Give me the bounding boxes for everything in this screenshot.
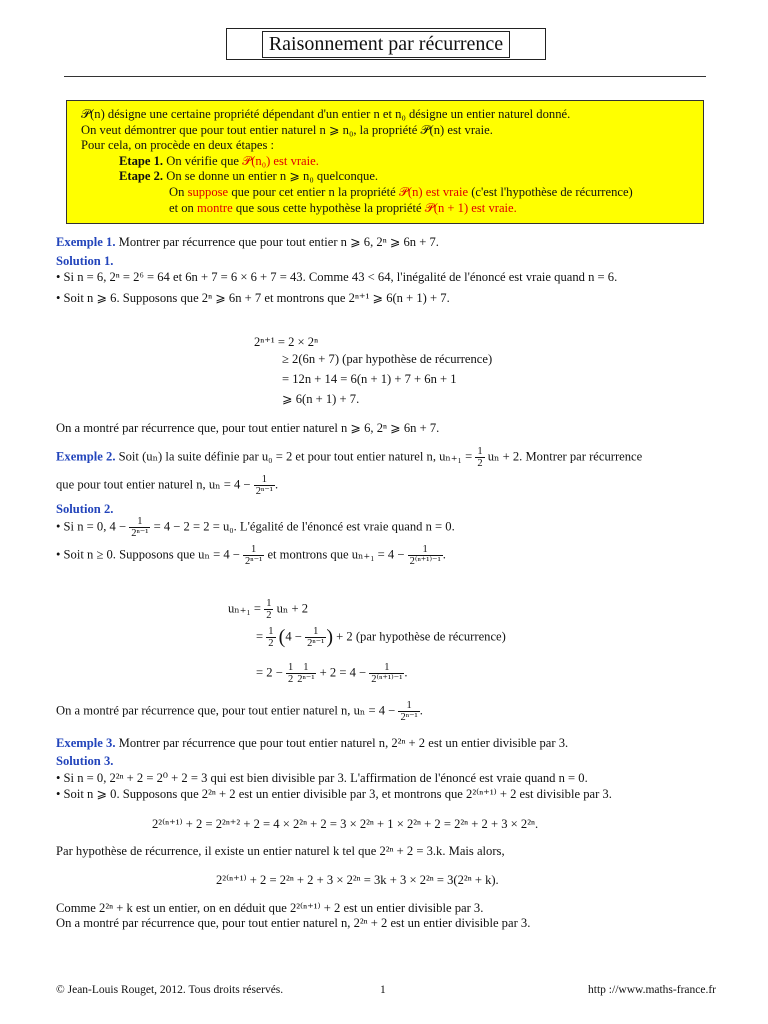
- footer-url[interactable]: http ://www.maths-france.fr: [588, 984, 716, 996]
- box-l7b: que sous cette hypothèse la propriété: [235, 200, 422, 215]
- solution-2-label: Solution 2.: [56, 502, 114, 516]
- frac-den: 2⁽ⁿ⁺¹⁾⁻¹: [371, 674, 403, 685]
- calc-1-line-4: ⩾ 6(n + 1) + 7.: [282, 392, 360, 406]
- step-2-label: Etape 2.: [119, 169, 164, 184]
- calc-2-line-2: = $\frac{1}{2}$ (4 − $\frac{1}{\text{2ⁿ⁻¹}}$ ) + 2 (par hypothèse de récurrence): [256, 626, 506, 649]
- calc-2-line-1: [228, 598, 308, 621]
- calc2-c2c: + 2 (par hypothèse de récurrence): [336, 629, 506, 644]
- step-2-text: On se donne un entier n ⩾ n₀ quelconque.: [166, 169, 379, 184]
- fraction-1-over-2n+1-1: [369, 662, 404, 685]
- calc2-c1b: uₙ + 2: [276, 601, 309, 616]
- fraction-half: [286, 662, 295, 685]
- sol2-b1b: = 4 − 2 = 2 = u₀. L'égalité de l'énoncé est vraie quand n = 0.: [153, 519, 455, 534]
- example-2-statement: [56, 446, 642, 469]
- calc-1-line-1: 2ⁿ⁺¹ = 2 × 2ⁿ: [254, 335, 319, 349]
- box-l6-red1: suppose: [187, 184, 229, 199]
- fraction-1-over-2n-1: [129, 516, 150, 539]
- title-frame: [226, 28, 546, 60]
- page-title: Raisonnement par récurrence: [262, 31, 510, 58]
- example-2-text-2: uₙ + 2. Montrer par récurrence: [487, 449, 643, 464]
- frac-num: 1: [243, 544, 264, 556]
- solution-3-paragraph-3: On a montré par récurrence que, pour tout entier naturel n, 2²ⁿ + 2 est un entier divisible par 3.: [56, 916, 531, 930]
- example-2-concl-text: On a montré par récurrence que, pour tout entier naturel n, uₙ = 4 −: [56, 703, 396, 718]
- example-3-text: Montrer par récurrence que pour tout entier naturel n, 2²ⁿ + 2 est un entier divisible par 3.: [118, 736, 569, 750]
- example-2-text-3: que pour tout entier naturel n, uₙ = 4 −: [56, 477, 251, 492]
- frac-num: 1: [477, 446, 483, 457]
- box-line-7: [81, 201, 691, 217]
- fraction-half: [475, 446, 484, 469]
- frac-den: 2: [287, 674, 294, 685]
- frac-num: 1: [398, 700, 419, 712]
- frac-num: 1: [254, 474, 275, 486]
- solution-3-label: Solution 3.: [56, 754, 114, 768]
- sol2-b1a: • Si n = 0, 4 −: [56, 519, 127, 534]
- fraction-1-over-2n-1: [254, 474, 275, 497]
- example-2-statement-2: que pour tout entier naturel n, uₙ = 4 − $\frac{1}{\text{2ⁿ⁻¹}}$ .: [56, 474, 279, 497]
- solution-2-bullet-1: [56, 516, 455, 539]
- frac-den: 2: [268, 638, 274, 649]
- box-line-2: On veut démontrer que pour tout entier naturel n ⩾ n₀, la propriété 𝒫(n) est vraie.: [81, 122, 493, 137]
- solution-1-bullet-1: • Si n = 6, 2ⁿ = 2⁶ = 64 et 6n + 7 = 6 × 6 + 7 = 43. Comme 43 < 64, l'inégalité de l'énoncé est vraie quand n = 6.: [56, 270, 618, 284]
- solution-3-bullet-1: • Si n = 0, 2²ⁿ + 2 = 2⁰ + 2 = 3 qui est bien divisible par 3. L'affirmation de l'énoncé est vraie quand n = 0.: [56, 771, 588, 785]
- box-l7-red2: 𝒫(n + 1) est vraie.: [424, 200, 517, 215]
- footer-page-number: 1: [380, 984, 386, 996]
- calc2-c3b: + 2 = 4 −: [319, 665, 367, 680]
- frac-num: 1: [295, 662, 316, 674]
- box-l6a: On: [169, 184, 185, 199]
- solution-3-bullet-2: • Soit n ⩾ 0. Supposons que 2²ⁿ + 2 est un entier divisible par 3, et montrons que 2²⁽ⁿ⁺¹⁾ + 2 est divisible par 3.: [56, 787, 612, 801]
- frac-den: 2ⁿ⁻¹: [400, 712, 418, 723]
- frac-num: 1: [369, 662, 404, 674]
- frac-num: 1: [266, 598, 272, 609]
- example-1-conclusion: On a montré par récurrence que, pour tout entier naturel n ⩾ 6, 2ⁿ ⩾ 6n + 7.: [56, 421, 440, 435]
- frac-den: 2ⁿ⁻¹: [307, 638, 325, 649]
- fraction-half: [266, 626, 275, 649]
- fraction-1-over-2n-1: [398, 700, 419, 723]
- sol2-b2a: • Soit n ≥ 0. Supposons que uₙ = 4 −: [56, 547, 240, 562]
- solution-1-label: Solution 1.: [56, 254, 114, 268]
- frac-den: 2ⁿ⁻¹: [255, 486, 273, 497]
- calc-3-line-1: 2²⁽ⁿ⁺¹⁾ + 2 = 2²ⁿ⁺² + 2 = 4 × 2²ⁿ + 2 = 3 × 2²ⁿ + 1 × 2²ⁿ + 2 = 2²ⁿ + 2 + 3 × 2²ⁿ.: [152, 817, 539, 831]
- frac-den: 2: [266, 610, 272, 621]
- solution-3-paragraph-2: Comme 2²ⁿ + k est un entier, on en déduit que 2²⁽ⁿ⁺¹⁾ + 2 est un entier divisible par 3.: [56, 901, 484, 915]
- fraction-1-over-2n-1: [305, 626, 326, 649]
- calc-3-line-2: 2²⁽ⁿ⁺¹⁾ + 2 = 2²ⁿ + 2 + 3 × 2²ⁿ = 3k + 3 × 2²ⁿ = 3(2²ⁿ + k).: [216, 873, 499, 887]
- calc-2-line-3: = 2 − $\frac{1}{2}$ $\frac{1}{\text{2ⁿ⁻¹}}$ + 2 = 4 − $\frac{1}{\text{2⁽ⁿ⁺¹⁾⁻¹}}$ .: [256, 662, 408, 685]
- example-1-text: Montrer par récurrence que pour tout entier n ⩾ 6, 2ⁿ ⩾ 6n + 7.: [118, 235, 439, 249]
- calc2-c3a: = 2 −: [256, 665, 283, 680]
- fraction-1-over-2n-1: [243, 544, 264, 567]
- frac-num: 1: [129, 516, 150, 528]
- example-2-text-1: Soit (uₙ) la suite définie par u₀ = 2 et pour tout entier naturel n, uₙ₊₁ =: [118, 449, 473, 464]
- example-2-label: Exemple 2.: [56, 449, 116, 464]
- frac-den: 2⁽ⁿ⁺¹⁾⁻¹: [409, 556, 441, 567]
- example-1-label: Exemple 1.: [56, 235, 116, 249]
- example-3-label: Exemple 3.: [56, 736, 116, 750]
- frac-num: 1: [287, 662, 294, 673]
- box-line-6: [81, 185, 691, 201]
- sol2-b2b: et montrons que uₙ₊₁ = 4 −: [267, 547, 405, 562]
- frac-num: 1: [305, 626, 326, 638]
- step-2: [81, 169, 691, 185]
- solution-2-bullet-2: • Soit n ≥ 0. Supposons que uₙ = 4 − $\frac{1}{\text{2ⁿ⁻¹}}$ et montrons que uₙ₊₁ = 4 − $\frac{1}{\text{2⁽ⁿ⁺¹⁾⁻¹}}$ .: [56, 544, 446, 567]
- box-l6b: que pour cet entier n la propriété: [231, 184, 396, 199]
- frac-den: 2ⁿ⁻¹: [131, 528, 149, 539]
- footer-copyright: © Jean-Louis Rouget, 2012. Tous droits réservés.: [56, 984, 284, 996]
- calc-1-line-3: = 12n + 14 = 6(n + 1) + 7 + 6n + 1: [282, 372, 457, 386]
- frac-den: 2ⁿ⁻¹: [245, 556, 263, 567]
- box-l7a: et on: [169, 200, 194, 215]
- example-1-statement: [56, 234, 439, 250]
- calc2-c1a: uₙ₊₁ =: [228, 601, 262, 616]
- definition-box: [66, 100, 704, 224]
- step-1-red: 𝒫(n₀) est vraie.: [242, 153, 319, 168]
- frac-den: 2ⁿ⁻¹: [297, 674, 315, 685]
- frac-den: 2: [477, 458, 483, 469]
- fraction-1-over-2n+1-1: [408, 544, 443, 567]
- calc-1-line-2: ≥ 2(6n + 7) (par hypothèse de récurrence): [282, 352, 493, 366]
- step-1-label: Etape 1.: [119, 153, 164, 168]
- calc2-c2a: =: [256, 629, 264, 644]
- step-1-text: On vérifie que: [166, 153, 239, 168]
- solution-1-bullet-2: • Soit n ⩾ 6. Supposons que 2ⁿ ⩾ 6n + 7 et montrons que 2ⁿ⁺¹ ⩾ 6(n + 1) + 7.: [56, 291, 450, 305]
- frac-num: 1: [408, 544, 443, 556]
- box-l7-red1: montre: [197, 200, 233, 215]
- box-line-1: 𝒫(n) désigne une certaine propriété dépendant d'un entier n et n₀ désigne un entier naturel donné.: [81, 107, 571, 121]
- calc2-c2b: 4 −: [285, 629, 302, 644]
- box-l6c: (c'est l'hypothèse de récurrence): [471, 184, 633, 199]
- step-1: [81, 154, 691, 170]
- example-2-conclusion: On a montré par récurrence que, pour tout entier naturel n, uₙ = 4 − $\frac{1}{\text{2ⁿ⁻¹}}$ .: [56, 700, 423, 723]
- example-3-statement: [56, 736, 568, 751]
- fraction-1-over-2n-1: [295, 662, 316, 685]
- header-rule: [64, 76, 706, 77]
- solution-3-paragraph-1: Par hypothèse de récurrence, il existe un entier naturel k tel que 2²ⁿ + 2 = 3.k. Mais alors,: [56, 844, 505, 858]
- fraction-half: [264, 598, 273, 621]
- box-l6-red2: 𝒫(n) est vraie: [398, 184, 469, 199]
- box-line-3: Pour cela, on procède en deux étapes :: [81, 138, 275, 153]
- frac-num: 1: [268, 626, 274, 637]
